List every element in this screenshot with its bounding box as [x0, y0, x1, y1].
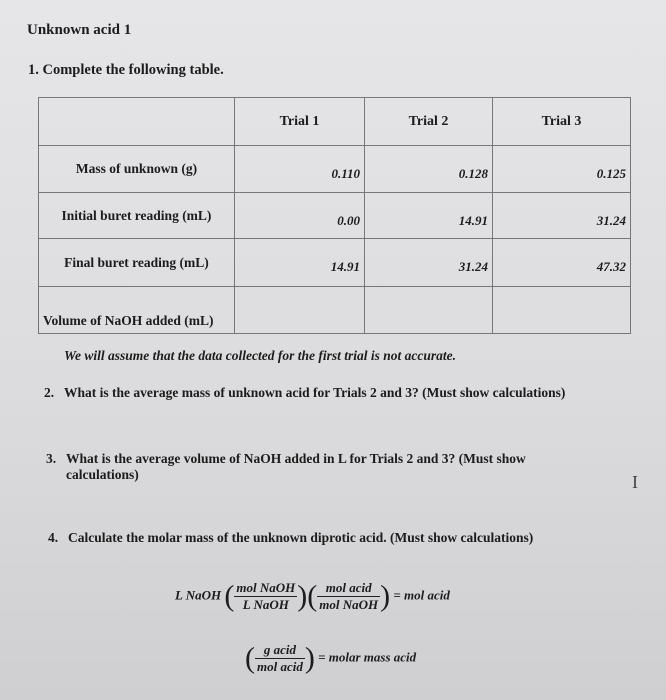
header-trial-1: Trial 1 — [235, 98, 365, 146]
paren-open-icon: ( — [224, 579, 235, 613]
fraction-mol-acid-per-mol-naoh — [317, 580, 380, 613]
question-3-line-1: What is the average volume of NaOH added in L for Trials 2 and 3? (Must show — [66, 451, 526, 466]
cell-volume-trial-3[interactable] — [493, 287, 631, 334]
row-label-mass: Mass of unknown (g) — [39, 146, 235, 193]
equation-moles — [175, 580, 450, 613]
worksheet-title: Unknown acid 1 — [27, 22, 132, 38]
header-trial-2: Trial 2 — [365, 98, 493, 146]
table-row — [39, 146, 631, 193]
table-header-row — [39, 98, 631, 146]
question-1-text: Complete the following table. — [42, 62, 224, 78]
fraction-denominator: mol acid — [257, 659, 303, 674]
cell-volume-trial-2[interactable] — [365, 287, 493, 334]
paren-close-icon: ) — [380, 579, 391, 613]
cell-final-trial-1[interactable]: 14.91 — [235, 239, 365, 287]
fraction-mol-naoh-per-l — [234, 580, 297, 613]
cell-final-trial-3[interactable]: 47.32 — [493, 239, 631, 287]
table-row — [39, 239, 631, 287]
row-label-volume: Volume of NaOH added (mL) — [39, 287, 235, 334]
table-row — [39, 193, 631, 239]
question-4-text: Calculate the molar mass of the unknown diprotic acid. (Must show calculations) — [68, 530, 534, 545]
data-table — [38, 97, 631, 334]
cell-volume-trial-1[interactable] — [235, 287, 365, 334]
question-3-number: 3. — [46, 451, 57, 466]
cell-initial-trial-2[interactable]: 14.91 — [365, 193, 493, 239]
paren-open-icon: ( — [245, 641, 255, 675]
question-3-line-2: calculations) — [66, 467, 139, 482]
cell-mass-trial-3[interactable]: 0.125 — [493, 146, 631, 193]
question-1 — [28, 62, 224, 79]
cell-initial-trial-1[interactable]: 0.00 — [235, 193, 365, 239]
equation-lead: L NaOH — [175, 587, 222, 603]
paren-close-icon: ) — [304, 641, 315, 675]
table-corner-cell — [39, 98, 235, 146]
fraction-numerator: mol acid — [317, 580, 380, 597]
header-trial-3: Trial 3 — [493, 98, 631, 146]
paren-open-icon: ( — [307, 579, 318, 613]
table-row — [39, 287, 631, 334]
equation-molar-mass — [245, 642, 416, 675]
fraction-numerator: mol NaOH — [236, 580, 296, 595]
cell-mass-trial-1[interactable]: 0.110 — [235, 146, 365, 193]
assumption-note: We will assume that the data collected for the first trial is not accurate. — [64, 348, 457, 363]
question-2-number: 2. — [44, 385, 55, 400]
question-4-number: 4. — [48, 530, 59, 545]
row-label-final: Final buret reading (mL) — [39, 239, 235, 287]
cell-initial-trial-3[interactable]: 31.24 — [493, 193, 631, 239]
question-1-number: 1. — [28, 62, 39, 78]
equation-result: = molar mass acid — [318, 649, 417, 665]
question-2 — [44, 385, 565, 401]
fraction-denominator: L NaOH — [242, 597, 289, 612]
question-3 — [46, 451, 526, 483]
text-cursor-icon: I — [632, 472, 638, 492]
fraction-g-acid-per-mol-acid — [255, 642, 305, 675]
fraction-numerator: g acid — [255, 642, 305, 659]
question-2-text: What is the average mass of unknown acid for Trials 2 and 3? (Must show calculations) — [64, 385, 566, 400]
equation-result: = mol acid — [393, 587, 450, 603]
row-label-initial: Initial buret reading (mL) — [39, 193, 235, 239]
cell-mass-trial-2[interactable]: 0.128 — [365, 146, 493, 193]
paren-close-icon: ) — [297, 579, 308, 613]
fraction-denominator: mol NaOH — [319, 597, 379, 612]
cell-final-trial-2[interactable]: 31.24 — [365, 239, 493, 287]
question-4 — [48, 530, 533, 546]
